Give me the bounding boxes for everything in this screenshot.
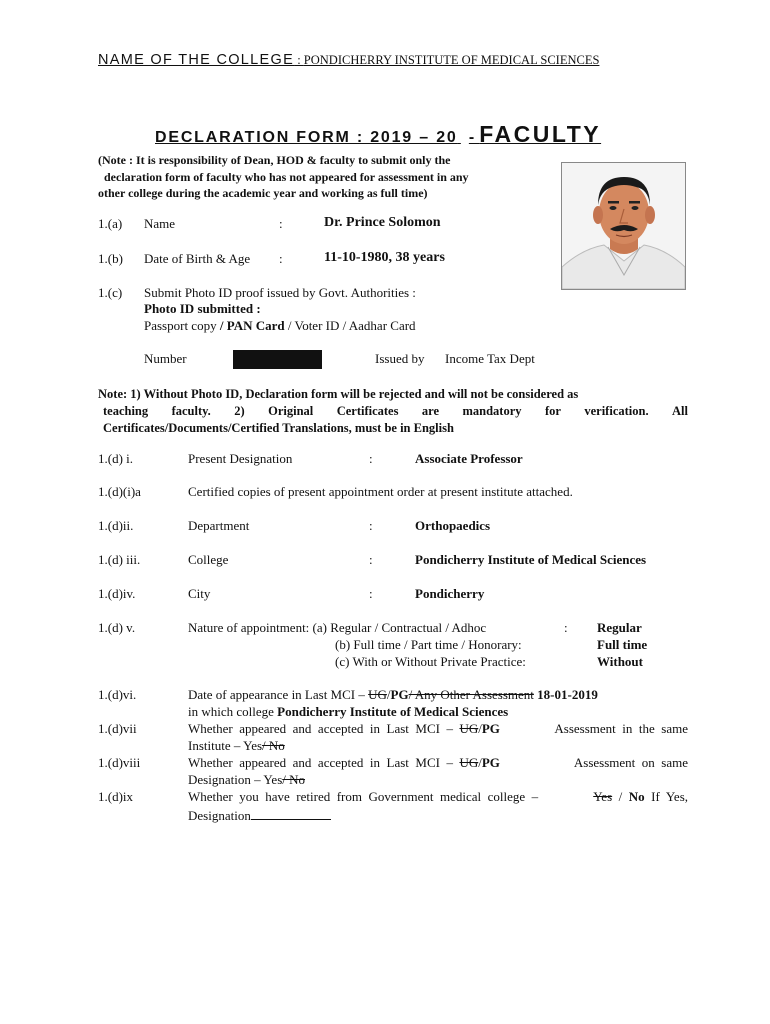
form-title-category: FACULTY: [479, 121, 602, 147]
name-value: Dr. Prince Solomon: [324, 215, 441, 230]
appearance-other-struck: / Any Other Assessment: [408, 687, 534, 702]
field-number: 1.(d) v.: [98, 620, 136, 635]
employment-type-value: Full time: [597, 637, 648, 652]
photo-id-documents: [144, 318, 416, 334]
nature-appointment-colon: :: [564, 620, 568, 635]
same-institute-prefix: Whether appeared and accepted in Last MCI –: [188, 721, 460, 736]
college-label: NAME OF THE COLLEGE: [98, 52, 295, 68]
college-colon: :: [369, 552, 373, 567]
appearance-ug-struck: UG: [368, 687, 387, 702]
same-designation-line2: [188, 772, 305, 788]
same-designation-prefix: Whether appeared and accepted in Last MCI –: [188, 755, 460, 770]
redacted-id-number: [233, 350, 322, 369]
retired-yes-struck: Yes: [593, 789, 613, 804]
present-designation-label: Present Designation: [188, 451, 293, 466]
same-institute-yes: Institute – Yes: [188, 738, 263, 753]
form-title-text: DECLARATION FORM : 2019 – 20: [155, 129, 458, 146]
doc-rest: / Voter ID / Aadhar Card: [284, 318, 416, 333]
college-separator: :: [294, 53, 304, 67]
field-number: 1.(d)iv.: [98, 586, 136, 601]
field-number: 1.(d)ii.: [98, 518, 134, 533]
photo-id-instruction: Submit Photo ID proof issued by Govt. Authorities :: [144, 285, 416, 300]
appearance-line2: [188, 704, 508, 720]
note-responsibility: [98, 152, 538, 202]
note2-word: verification.: [584, 404, 649, 418]
department-colon: :: [369, 518, 373, 533]
same-designation-yes: Designation – Yes: [188, 772, 283, 787]
form-title: [155, 121, 601, 148]
field-number: 1.(c): [98, 285, 123, 300]
nature-appointment-value: Regular: [597, 620, 642, 635]
appearance-college-prefix: in which college: [188, 704, 278, 719]
private-practice-text: (c) With or Without Private Practice:: [335, 654, 526, 669]
id-number-label: Number: [144, 351, 187, 366]
same-designation-suffix: Assessment on same: [568, 755, 688, 770]
note1-line: declaration form of faculty who has not appeared for assessment in any: [104, 169, 469, 184]
retired-no: No: [628, 789, 645, 804]
appearance-prefix: Date of appearance in Last MCI –: [188, 687, 369, 702]
note2-word: All: [672, 404, 688, 418]
college-header: [98, 52, 599, 68]
same-designation-pg: PG: [481, 755, 500, 770]
same-designation-line1: [188, 755, 688, 771]
present-designation-value: Associate Professor: [415, 451, 523, 466]
note2-word: 2): [234, 404, 245, 418]
note2-line: Certificates/Documents/Certified Translations, must be in English: [103, 421, 454, 435]
note2-line: Note: 1) Without Photo ID, Declaration form will be rejected and will not be considered as: [98, 387, 579, 401]
note2-word: mandatory: [462, 404, 522, 418]
designation-blank-line: [251, 806, 331, 820]
same-designation-slash: /: [478, 755, 482, 770]
note1-line: (Note : It is responsibility of Dean, HOD & faculty to submit only the: [98, 153, 451, 167]
retired-if-yes: If Yes,: [644, 789, 688, 804]
note-photo-id-warning: [98, 386, 688, 437]
applicant-photo: [561, 162, 686, 290]
employment-type-text: (b) Full time / Part time / Honorary:: [335, 637, 522, 652]
same-institute-no-struck: / No: [262, 738, 285, 753]
note2-word: teaching: [103, 404, 149, 418]
same-institute-line1: [188, 721, 688, 737]
same-institute-line2: [188, 738, 285, 754]
retired-line2: [188, 806, 331, 824]
note2-line-justified: [98, 403, 688, 420]
dob-value: 11-10-1980, 38 years: [324, 250, 445, 265]
appearance-pg: PG: [390, 687, 409, 702]
college-value: Pondicherry Institute of Medical Sciences: [415, 552, 647, 567]
city-value: Pondicherry: [415, 586, 485, 601]
field-number: 1.(d)vii: [98, 721, 137, 736]
field-number: 1.(d)(i)a: [98, 484, 141, 499]
private-practice-value: Without: [597, 654, 643, 669]
field-number: 1.(d)ix: [98, 789, 134, 804]
appearance-slash: /: [386, 687, 391, 702]
department-value: Orthopaedics: [415, 518, 491, 533]
issued-by-label: Issued by: [375, 351, 425, 366]
note2-word: faculty.: [171, 404, 211, 418]
doc-sep: /: [216, 318, 227, 333]
issued-by-value: Income Tax Dept: [445, 351, 535, 366]
city-colon: :: [369, 586, 373, 601]
department-label: Department: [188, 518, 250, 533]
note2-word: for: [544, 404, 561, 418]
present-designation-colon: :: [369, 451, 373, 466]
same-institute-slash: /: [478, 721, 482, 736]
same-institute-ug-struck: UG: [459, 721, 479, 736]
name-label: Name: [144, 216, 176, 231]
nature-appointment-text: Nature of appointment: (a) Regular / Contractual / Adhoc: [188, 620, 487, 635]
field-number: 1.(d) iii.: [98, 552, 141, 567]
portrait-image: [562, 163, 685, 289]
retired-sep: /: [612, 789, 629, 804]
photo-id-submitted-label: Photo ID submitted :: [144, 301, 261, 316]
retired-question: Whether you have retired from Government medical college –: [188, 789, 545, 804]
doc-pan: PAN Card: [226, 318, 285, 333]
college-name: PONDICHERRY INSTITUTE OF MEDICAL SCIENCES: [303, 53, 600, 67]
appearance-line1: [188, 687, 598, 703]
note2-word: are: [421, 404, 440, 418]
appearance-date: 18-01-2019: [533, 687, 598, 702]
dob-label: Date of Birth & Age: [144, 251, 251, 266]
same-designation-ug-struck: UG: [459, 755, 479, 770]
retired-line1: [188, 789, 688, 805]
dob-colon: :: [279, 251, 283, 266]
retired-designation-label: Designation: [188, 808, 251, 823]
form-title-dash: -: [468, 129, 476, 146]
field-number: 1.(d) i.: [98, 451, 134, 466]
field-number: 1.(d)viii: [98, 755, 141, 770]
doc-passport: Passport copy: [144, 318, 217, 333]
appearance-college-value: Pondicherry Institute of Medical Sciences: [277, 704, 509, 719]
name-colon: :: [279, 216, 283, 231]
same-institute-pg: PG: [481, 721, 500, 736]
field-number: 1.(d)vi.: [98, 687, 137, 702]
note1-line: other college during the academic year and working as full time): [98, 186, 428, 200]
field-number: 1.(b): [98, 251, 123, 266]
college-label: College: [188, 552, 229, 567]
note2-word: Certificates: [336, 404, 399, 418]
certified-copies-statement: Certified copies of present appointment order at present institute attached.: [188, 484, 573, 499]
same-institute-suffix: Assessment in the same: [548, 721, 688, 736]
city-label: City: [188, 586, 211, 601]
note2-word: Original: [268, 404, 314, 418]
same-designation-no-struck: / No: [282, 772, 306, 787]
field-number: 1.(a): [98, 216, 123, 231]
